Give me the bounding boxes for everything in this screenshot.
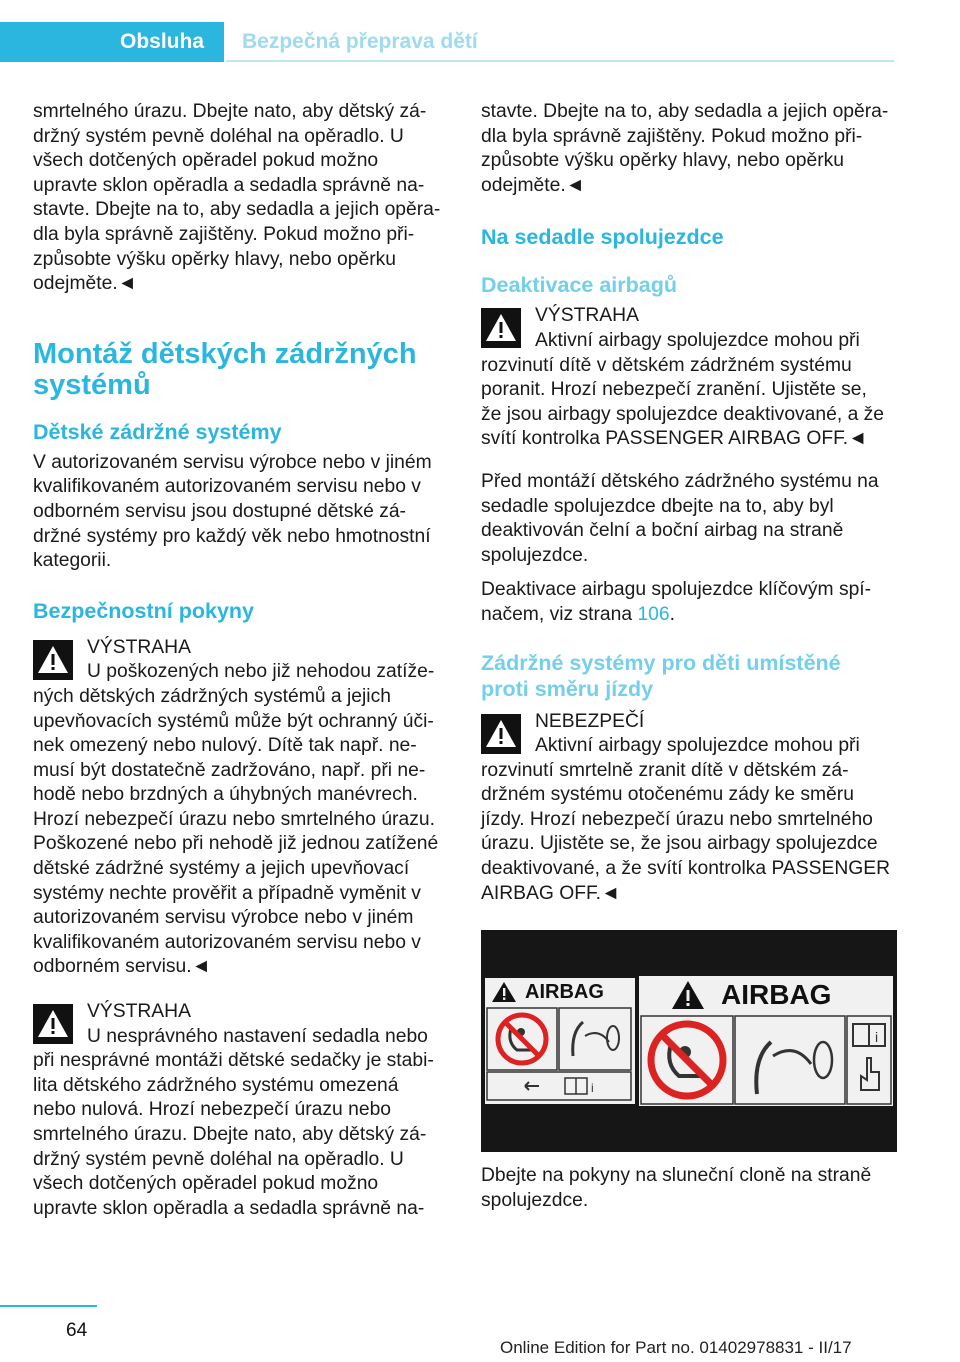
airbag-deploy-icon [573,1022,619,1056]
text-line: Aktivní airbagy spolujezdce mohou při [535,329,860,351]
text-line: lita dětského zádržného systému omezená [33,1074,399,1096]
warning-head-lines [535,304,860,353]
text-line: odejměte.◄ [33,273,137,295]
text-line: rozvinutí dítě v dětském zádržném systému [481,354,852,376]
heading-line: Montáž dětských zádržných [33,337,417,370]
footer-rule [0,1305,97,1307]
text-line: jízdy. Hrozí nebezpečí úrazu nebo smrtelného [481,808,873,830]
text-line: upravte sklon opěradla a sedadla správně na‐ [33,1197,425,1219]
warning-block [33,636,449,980]
hand-pointer-icon [861,1058,879,1090]
warning-triangle-icon [481,308,521,348]
airbag-label-large [639,976,893,1106]
text-line: U poškozených nebo již nehodou zatíže‐ [87,661,435,683]
danger-block [481,710,897,907]
text-line: smrtelného úrazu. Dbejte nato, aby dětský zá‐ [33,1124,427,1145]
text-line: odejměte.◄ [481,174,585,196]
text-line: Dbejte na pokyny na sluneční cloně na straně [481,1165,872,1187]
airbag-deploy-icon [756,1042,832,1094]
airbag-label-text: AIRBAG [721,978,832,1010]
warning-body [33,685,449,980]
no-child-seat-icon [498,1015,546,1063]
text-line: systémy nechte prověřit a případně vyměnit v [33,882,421,904]
right-intro-paragraph [481,100,897,198]
warning-head-lines [535,710,860,759]
airbag-pictograms-small [485,1006,635,1102]
warning-body [481,354,897,452]
text-line: musí být dostatečně zadržováno, např. při ne‐ [33,759,426,781]
text-line: kategorii. [33,550,112,572]
subsection-heading-rear-facing [481,650,897,702]
warning-head-lines [87,636,434,685]
text-line: smrtelného úrazu. Dbejte nato, aby dětský zá‐ [33,101,427,122]
heading-line: proti směru jízdy [481,676,654,701]
text-line: odborném servisu.◄ [33,956,211,978]
text-line: Deaktivace airbagu spolujezdce klíčovým spí‐ [481,579,872,601]
text-line: autorizovaném servisu výrobce nebo v jiném [33,907,414,929]
key-switch-paragraph [481,578,897,627]
label-title-row [639,976,893,1014]
header-rule [226,60,894,62]
warning-head [481,304,897,353]
warning-triangle-icon [481,714,521,754]
passenger-seat-paragraph [481,470,897,568]
warning-triangle-icon [33,1004,73,1044]
text-line: držném systému otočenému zády ke směru [481,784,854,806]
text-line: upevňovacích systémů může být ochranný úči‐ [33,710,434,732]
danger-label: NEBEZPEČÍ [535,710,645,732]
text-line: dla byla správně zajištěny. Pokud možno při‐ [33,223,415,245]
warning-label: VÝSTRAHA [87,636,191,658]
heading-line: systémů [33,368,151,401]
text-line: stavte. Dbejte na to, aby sedadla a jejich opěra‐ [481,101,889,122]
page-header [0,0,960,62]
section-heading-safety-notes: Bezpečnostní pokyny [33,598,255,623]
text-line: všech dotčených opěradel pokud možno [33,1173,379,1195]
text-line: svítí kontrolka PASSENGER AIRBAG OFF.◄ [481,428,868,450]
text-line: AIRBAG OFF.◄ [481,882,621,904]
text-line: stavte. Dbejte na to, aby sedadla a jejich opěra‐ [33,199,441,221]
left-intro-paragraph [33,100,449,297]
section-heading-passenger-seat: Na sedadle spolujezdce [481,225,724,250]
text-line: při nesprávné montáži dětské sedačky je stabi‐ [33,1050,434,1072]
text-fragment: načem, viz strana [481,603,638,625]
warning-body [33,1049,449,1221]
warning-triangle-icon [491,981,517,1003]
airbag-label-text: AIRBAG [525,980,604,1003]
text-line: poranit. Hrozí nebezpečí zranění. Ujistěte se, [481,379,867,401]
edition-footer: Online Edition for Part no. 01402978831 - II/17 [500,1338,852,1357]
text-line: že jsou airbagy spolujezdce deaktivované, a že [481,403,885,425]
hand-pointer-icon [525,1082,539,1090]
text-line: kvalifikovaném autorizovaném servisu nebo v [33,476,421,498]
page-number: 64 [66,1320,88,1341]
text-line: rozvinutí smrtelně zranit dítě v dětském zá‐ [481,759,849,781]
warning-triangle-icon [33,640,73,680]
book-info-icon [853,1024,885,1046]
text-line: všech dotčených opěradel pokud možno [33,150,379,172]
left-column [33,100,449,1239]
warning-head-lines [87,1000,428,1049]
text-line: dětské zádržné systémy a jejich upevňovací [33,858,410,880]
no-child-seat-icon [651,1024,723,1096]
warning-head [33,1000,449,1049]
subsection-tab: Bezpečná přeprava dětí [242,30,478,53]
text-line: hodě nebo brzdných a úhybných manévrech. [33,784,418,806]
warning-block [33,1000,449,1221]
label-title-row [485,978,635,1006]
right-column [481,100,897,1227]
text-line [481,603,897,628]
warning-head [481,710,897,759]
text-line: Aktivní airbagy spolujezdce mohou při [535,735,860,757]
page-reference-link[interactable]: 106 [637,603,670,625]
text-line: Před montáží dětského zádržného systému na [481,470,879,492]
text-line: spolujezdce. [481,544,589,566]
text-line: způsobte výšku opěrky hlavy, nebo opěrku [33,248,396,270]
warning-head [33,636,449,685]
section-heading-child-restraints: Dětské zádržné systémy [33,419,282,444]
svg-text:i: i [591,1081,594,1096]
text-line: nebo nulová. Hrozí nebezpečí úrazu nebo [33,1099,392,1121]
warning-triangle-icon [671,980,705,1010]
photo-caption [481,1164,897,1213]
text-line: spolujezdce. [481,1189,589,1211]
text-line: upravte sklon opěradla a sedadla správně na‐ [33,174,425,196]
heading-line: Zádržné systémy pro děti umístěné [481,650,841,675]
text-fragment: . [669,603,675,625]
text-line: držné systémy pro každý věk nebo hmotnostní [33,525,431,547]
subsection-heading-airbag-deactivation: Deaktivace airbagů [481,273,677,298]
text-line: sedadle spolujezdce dbejte na to, aby byl [481,495,834,517]
text-line: U nesprávného nastavení sedadla nebo [87,1025,428,1047]
text-line: držný systém pevně doléhal na opěradlo. U [33,125,404,147]
text-line: odborném servisu jsou dostupné dětské zá‐ [33,500,406,522]
warning-label: VÝSTRAHA [535,305,639,327]
text-line: V autorizovaném servisu výrobce nebo v jiném [33,451,432,473]
text-line: nek omezený nebo nulový. Dítě tak např. ne‐ [33,735,417,757]
text-line: úrazu. Ujistěte se, že jsou airbagy spolujezdce [481,833,878,855]
svg-text:i: i [875,1029,879,1046]
text-line: držný systém pevně doléhal na opěradlo. U [33,1148,404,1170]
text-line: Hrozí nebezpečí úrazu nebo smrtelného úrazu. [33,808,435,830]
text-line: dla byla správně zajištěny. Pokud možno při‐ [481,125,863,147]
text-line: ných dětských zádržných systémů a jejich [33,685,391,707]
warning-body [481,759,897,907]
airbag-pictograms-large [639,1014,893,1106]
text-line: deaktivované, a že svítí kontrolka PASSENGER [481,858,891,880]
text-line: Poškozené nebo při nehodě již jednou zatížené [33,833,439,855]
chapter-heading [33,339,449,401]
text-line: kvalifikovaném autorizovaném servisu nebo v [33,931,421,953]
warning-block [481,304,897,452]
airbag-label-photo [481,930,897,1152]
text-line: deaktivován čelní a boční airbag na straně [481,520,844,542]
child-restraints-paragraph [33,451,449,574]
section-tab: Obsluha [0,22,224,62]
text-line: způsobte výšku opěrky hlavy, nebo opěrku [481,150,844,172]
airbag-label-small [485,978,635,1104]
warning-label: VÝSTRAHA [87,1001,191,1023]
